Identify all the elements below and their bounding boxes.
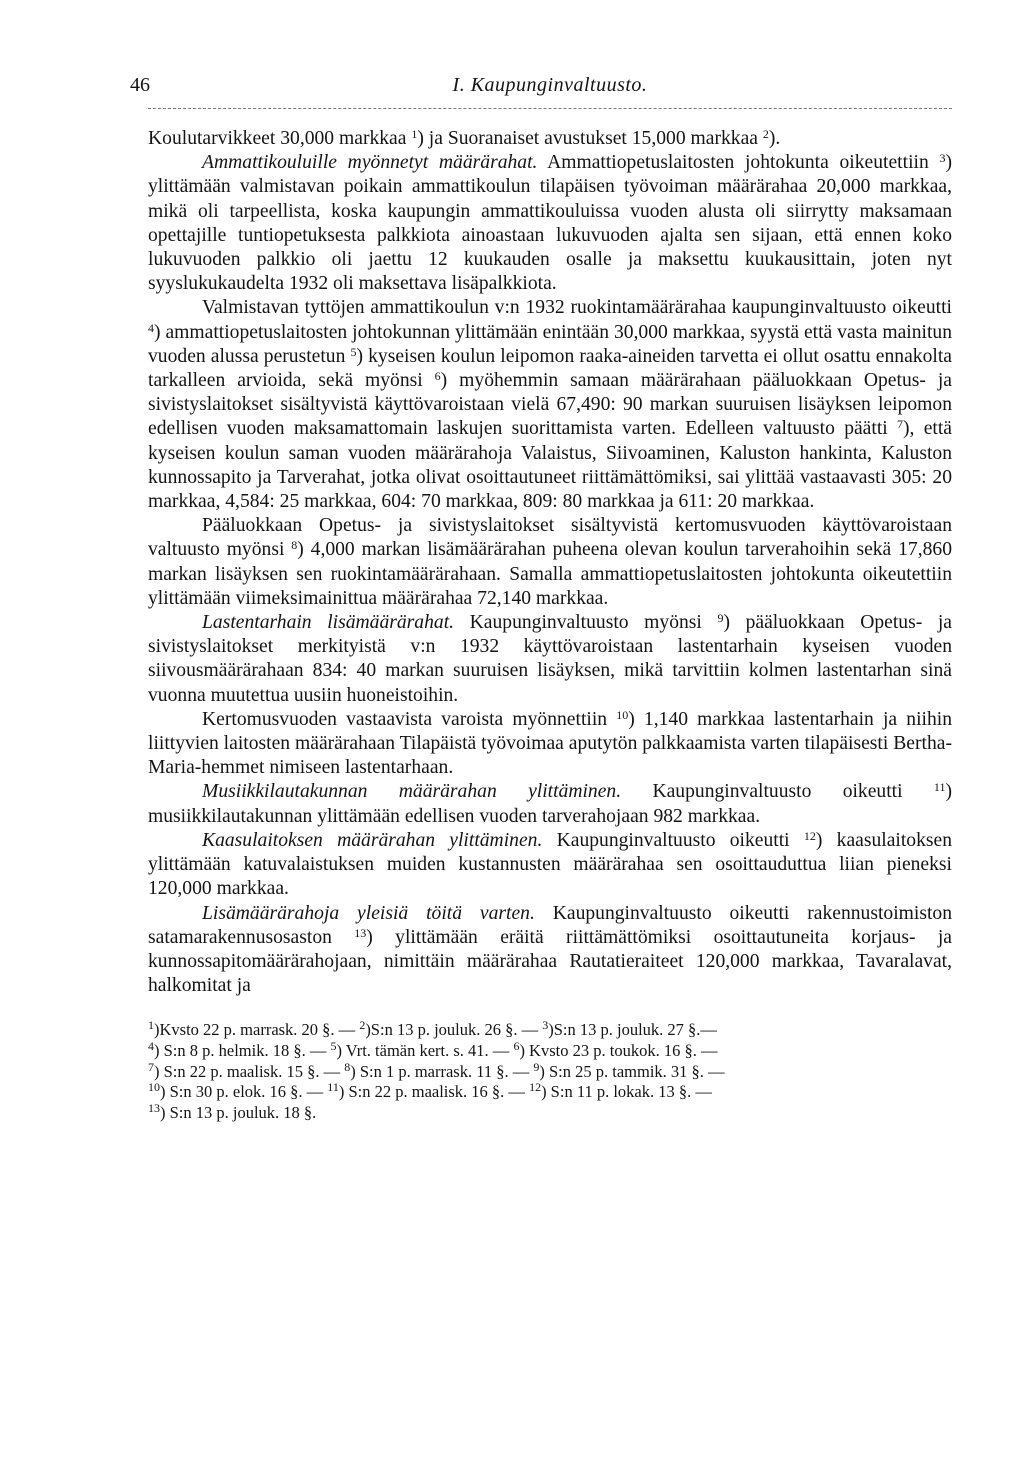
header-rule xyxy=(148,108,952,109)
text-run: ) S:n 13 p. jouluk. 18 §. xyxy=(160,1102,317,1122)
footnote-ref: 8 xyxy=(344,1059,351,1074)
text-run: Kaupunginvaltuusto oikeutti xyxy=(621,781,934,803)
footnote-ref: 11 xyxy=(933,780,946,795)
page-number: 46 xyxy=(130,74,150,96)
text-run: ) ammattiopetuslaitosten johtokunnan ylittämään enintään 30,000 markkaa, syystä että vasta mainitun vuoden alussa perustetun xyxy=(148,321,952,367)
section-heading: Lastentarhain lisämäärärahat. xyxy=(202,612,455,634)
footnote-ref: 3 xyxy=(542,1018,549,1033)
running-title: I. Kaupunginvaltuusto. xyxy=(452,74,648,96)
footnote-line xyxy=(148,1059,952,1083)
text-run: ) S:n 25 p. tammik. 31 §. — xyxy=(539,1061,725,1081)
section-heading: Ammattikouluille myönnetyt määrärahat. xyxy=(202,152,538,174)
text-run: Ammattiopetuslaitosten johtokunta oikeutettiin xyxy=(537,152,940,174)
footnote-ref: 11 xyxy=(327,1080,339,1095)
footnote-ref: 6 xyxy=(513,1038,520,1053)
text-run: )Kvsto 22 p. marrask. 20 §. — xyxy=(154,1020,360,1040)
body-text xyxy=(148,127,952,998)
text-run: ) S:n 8 p. helmik. 18 §. — xyxy=(154,1040,331,1060)
footnote-ref: 5 xyxy=(350,344,357,359)
paragraph xyxy=(148,708,952,781)
section-heading: Kaasulaitoksen määrärahan ylittäminen. xyxy=(202,829,543,851)
footnote-ref: 10 xyxy=(148,1080,160,1095)
paragraph xyxy=(148,151,952,296)
footnote-ref: 9 xyxy=(717,611,724,626)
paragraph xyxy=(148,829,952,902)
text-run: Kaupunginvaltuusto oikeutti rakennustoimiston satamarakennusosaston xyxy=(148,902,953,948)
text-run: ) S:n 11 p. lokak. 13 §. — xyxy=(541,1082,712,1102)
text-run: ) S:n 1 p. marrask. 11 §. — xyxy=(350,1061,534,1081)
footnote-ref: 7 xyxy=(897,417,903,432)
footnote-line xyxy=(148,1020,952,1041)
text-run: ). xyxy=(768,128,781,149)
footnote-ref: 1 xyxy=(411,127,418,141)
text-run: ) pääluokkaan Opetus- ja sivistyslaitokset merkityistä v:n 1932 käyttövaroistaan lastentarhain kyseisen vuoden siivousmäärärahaan 834: 40 markan suuruisen lisäyksen, mikä tarvittiin kolmen lastentarhan sinä vuonna muutettua uusiin huoneistoihin. xyxy=(148,612,952,706)
footnote-ref: 1 xyxy=(148,1018,154,1033)
footnote-ref: 12 xyxy=(803,828,816,843)
footnote-ref: 2 xyxy=(359,1018,366,1033)
paragraph xyxy=(148,611,952,708)
text-run: Pääluokkaan Opetus- ja sivistyslaitokset sisältyvistä kertomusvuoden käyttövaroistaan valtuusto myönsi xyxy=(148,515,952,561)
footnotes xyxy=(148,1020,952,1123)
paragraph xyxy=(148,127,952,151)
paragraph xyxy=(148,902,952,999)
page-header xyxy=(130,74,952,104)
text-run: ) kyseisen koulun leipomon raaka-aineiden tarvetta ei ollut osattu ennakolta tarkalleen arvioida, sekä myönsi xyxy=(148,345,952,392)
section-heading: Lisämäärärahoja yleisiä töitä varten. xyxy=(202,902,535,924)
footnote-ref: 13 xyxy=(354,925,367,940)
text-run: )S:n 13 p. jouluk. 27 §.— xyxy=(548,1020,717,1040)
text-run: ) S:n 22 p. maalisk. 16 §. — xyxy=(338,1082,530,1102)
text-run: Kertomusvuoden vastaavista varoista myönnettiin xyxy=(202,708,617,730)
text-run: ) Vrt. tämän kert. s. 41. — xyxy=(336,1040,514,1060)
footnote-ref: 7 xyxy=(148,1059,154,1074)
text-run: ), että kyseisen koulun saman vuoden määrärahoja Valaistus, Siivoaminen, Kaluston hankinta, Kaluston kunnossapito ja Tarverahat, jotka olivat osoittautuneet riittämättömiksi, sai ylittää vastaavasti 305: 20 markkaa, 4,584: 25 markkaa, 604: 70 markkaa, 809: 80 markkaa ja 611: 20 markkaa. xyxy=(148,418,952,513)
text-run: ) S:n 22 p. maalisk. 15 §. — xyxy=(154,1061,345,1081)
footnote-ref: 10 xyxy=(616,707,629,722)
footnote-ref: 4 xyxy=(148,1038,154,1053)
text-run: )S:n 13 p. jouluk. 26 §. — xyxy=(365,1020,543,1040)
text-run: ) ja Suoranaiset avustukset 15,000 markkaa xyxy=(417,128,763,149)
paragraph xyxy=(148,514,952,611)
paragraph xyxy=(148,780,952,828)
footnote-ref: 4 xyxy=(148,320,154,335)
document-page xyxy=(130,74,953,1123)
text-run: ) 1,140 markkaa lastentarhain ja niihin liittyvien laitosten määrärahaan Tilapäistä työvoimaa aputytön palkkaamista varten tilapäisesti Bertha-Maria-hemmet nimiseen lastentarhaan. xyxy=(148,708,952,779)
footnote-line xyxy=(148,1082,952,1103)
text-run: Kaupunginvaltuusto myönsi xyxy=(454,612,718,634)
text-run: Koulutarvikkeet 30,000 markkaa xyxy=(148,128,412,149)
text-run: ) ylittämään valmistavan poikain ammattikoulun tilapäisen työvoiman määrärahaa 20,000 markkaa, mikä oli tarpeellista, koska kaupungin ammattikouluissa vuoden alusta oli siirrytty maksamaan opettajille tuntiopetuksesta palkkiota ainoastaan lukuvuoden ajalta sen sijaan, että ennen koko lukuvuoden palkkio oli jaettu 12 kuukauden osalle ja maksettu kuukausittain, joten nyt syyslukukaudelta 1932 oli maksettava lisäpalkkiota. xyxy=(148,152,952,295)
footnote-ref: 3 xyxy=(939,151,946,166)
text-run: ) kaasulaitoksen ylittämään katuvalaistuksen muiden kustannusten määrärahaa sen osoittauduttua liian pieneksi 120,000 markkaa. xyxy=(148,829,952,900)
footnote-ref: 2 xyxy=(762,127,769,141)
footnote-line xyxy=(148,1038,952,1062)
footnote-ref: 9 xyxy=(533,1059,540,1074)
footnote-ref: 13 xyxy=(148,1100,160,1115)
text-run: ) ylittämään eräitä riittämättömiksi osoittautuneita korjaus- ja kunnossapitomäärärahojaan, nimittäin määrärahaa Rautatieraiteet 120,000 markkaa, Tavaralavat, halkomitat ja xyxy=(148,926,952,997)
section-heading: Musiikkilautakunnan määrärahan ylittäminen. xyxy=(202,781,622,803)
text-run: ) myöhemmin samaan määrärahaan pääluokkaan Opetus- ja sivistyslaitokset sisältyvistä käyttövaroistaan vielä 67,490: 90 markan suuruisen lisäyksen leipomon edellisen vuoden maksamattomain laskujen suorittamista varten. Edelleen valtuusto päätti xyxy=(148,370,952,440)
text-run: Kaupunginvaltuusto oikeutti xyxy=(542,829,804,851)
text-run: ) Kvsto 23 p. toukok. 16 §. — xyxy=(519,1040,718,1060)
footnote-ref: 12 xyxy=(529,1080,542,1095)
text-run: Valmistavan tyttöjen ammattikoulun v:n 1932 ruokintamäärärahaa kaupunginvaltuusto oikeutti xyxy=(202,297,952,319)
text-run: ) 4,000 markan lisämäärärahan puheena olevan koulun tarverahoihin sekä 17,860 markan lisäyksen sen ruokintamäärärahaan. Samalla ammattiopetuslaitosten johtokunta oikeutettiin ylittämään viimeksimainittua määrärahaa 72,140 markkaa. xyxy=(148,539,952,609)
text-run: ) S:n 30 p. elok. 16 §. — xyxy=(160,1082,328,1102)
footnote-ref: 8 xyxy=(291,538,298,553)
footnote-ref: 6 xyxy=(434,369,441,384)
footnote-ref: 5 xyxy=(330,1038,337,1053)
text-run: ) musiikkilautakunnan ylittämään edellisen vuoden tarverahojaan 982 markkaa. xyxy=(148,781,952,827)
paragraph xyxy=(148,296,952,514)
footnote-line xyxy=(148,1100,952,1124)
